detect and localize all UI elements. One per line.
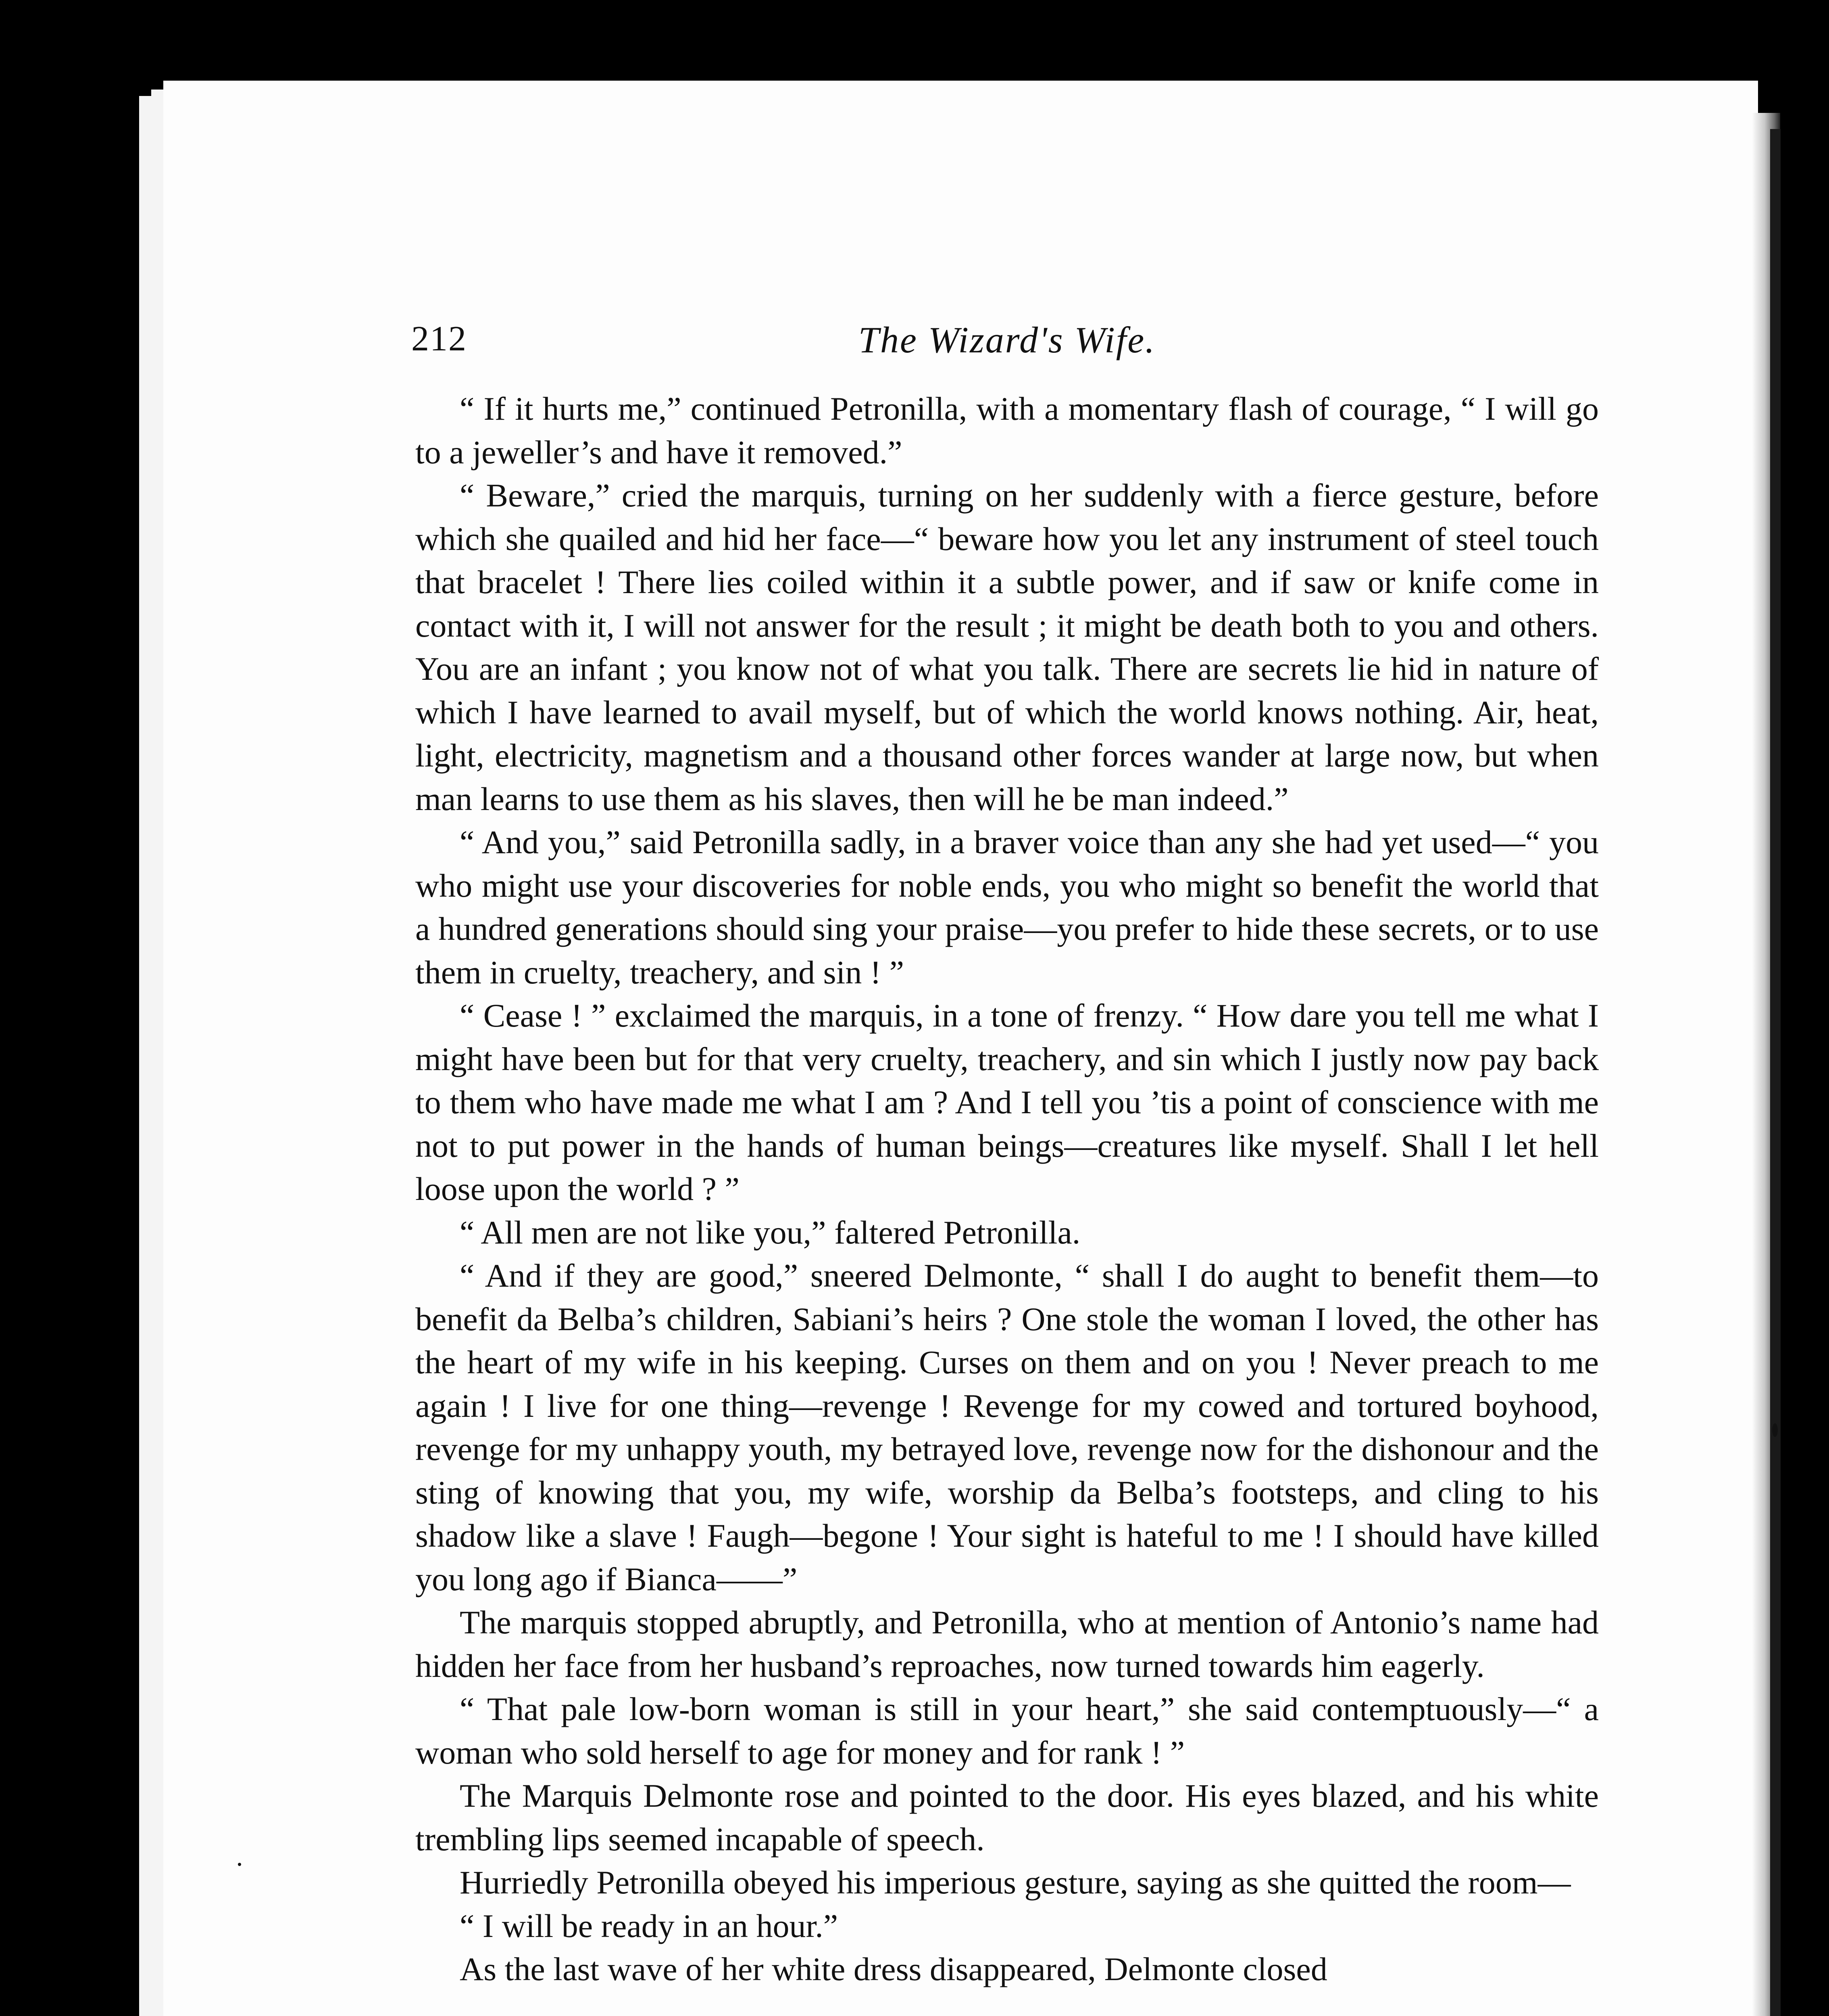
paragraph: “ If it hurts me,” continued Petronilla, with a momentary flash of courage, “ I will go to a jeweller’s and have it removed.” — [415, 390, 1599, 471]
paragraph: The marquis stopped abruptly, and Petronilla, who at mention of Antonio’s name had hidden her face from her husband’s reproaches, now turned towards him eagerly. — [415, 1604, 1599, 1684]
paragraph: “ Cease ! ” exclaimed the marquis, in a tone of frenzy. “ How dare you tell me what I might have been but for that very cruelty, treachery, and sin which I justly now pay back to them who have made me what I am ? And I tell you ’tis a point of conscience with me not to put power in the hands of human beings—creatures like myself. Shall I let hell loose upon the world ? ” — [415, 997, 1599, 1207]
page-edge — [139, 96, 153, 2016]
paragraph: “ That pale low-born woman is still in your heart,” she said contemptuously—“ a woman who sold herself to age for money and for rank ! ” — [415, 1691, 1599, 1771]
paragraph: The Marquis Delmonte rose and pointed to the door. His eyes blazed, and his white trembling lips seemed incapable of speech. — [415, 1777, 1599, 1858]
paragraph: As the last wave of her white dress disappeared, Delmonte closed — [460, 1951, 1327, 1987]
page-edge — [151, 90, 165, 2016]
scan-speck — [238, 1863, 241, 1866]
paragraph: “ I will be ready in an hour.” — [460, 1907, 838, 1944]
paragraph: “ And you,” said Petronilla sadly, in a braver voice than any she had yet used—“ you who might use your discoveries for noble ends, you who might so benefit the world that a hundred generations should sing your praise—you prefer to hide these secrets, or to use them in cruelty, treachery, and sin ! ” — [415, 824, 1599, 991]
page-gutter-edge — [1770, 129, 1781, 2016]
page-text — [411, 319, 1599, 1991]
running-title: The Wizard's Wife. — [858, 319, 1156, 360]
running-head — [411, 319, 1599, 387]
paragraph: “ Beware,” cried the marquis, turning on her suddenly with a fierce gesture, before which she quailed and hid her face—“ beware how you let any instrument of steel touch that bracelet ! There lies coiled within it a subtle power, and if saw or knife come in contact with it, I will not answer for the result ; it might be death both to you and others. You are an infant ; you know not of what you talk. There are secrets lie hid in nature of which I have learned to avail myself, but of which the world knows nothing. Air, heat, light, electricity, magnetism and a thousand other forces wander at large now, but when man learns to use them as his slaves, then will he be man indeed.” — [415, 477, 1599, 817]
paragraph: Hurriedly Petronilla obeyed his imperious gesture, saying as she quitted the room— — [460, 1864, 1571, 1901]
page-number: 212 — [411, 319, 467, 358]
paragraph: “ All men are not like you,” faltered Petronilla. — [460, 1214, 1081, 1251]
scan-speck — [1772, 1423, 1778, 1437]
paragraph: “ And if they are good,” sneered Delmonte, “ shall I do aught to benefit them—to benefit da Belba’s children, Sabiani’s heirs ? One stole the woman I loved, the other has the heart of my wife in his keeping. Curses on them and on you ! Never preach to me again ! I live for one thing—revenge ! Revenge for my cowed and tortured boyhood, revenge for my unhappy youth, my betrayed love, revenge now for the dishonour and the sting of knowing that you, my wife, worship da Belba’s footsteps, and cling to his shadow like a slave ! Faugh—begone ! Your sight is hateful to me ! I should have killed you long ago if Bianca——” — [415, 1257, 1599, 1597]
